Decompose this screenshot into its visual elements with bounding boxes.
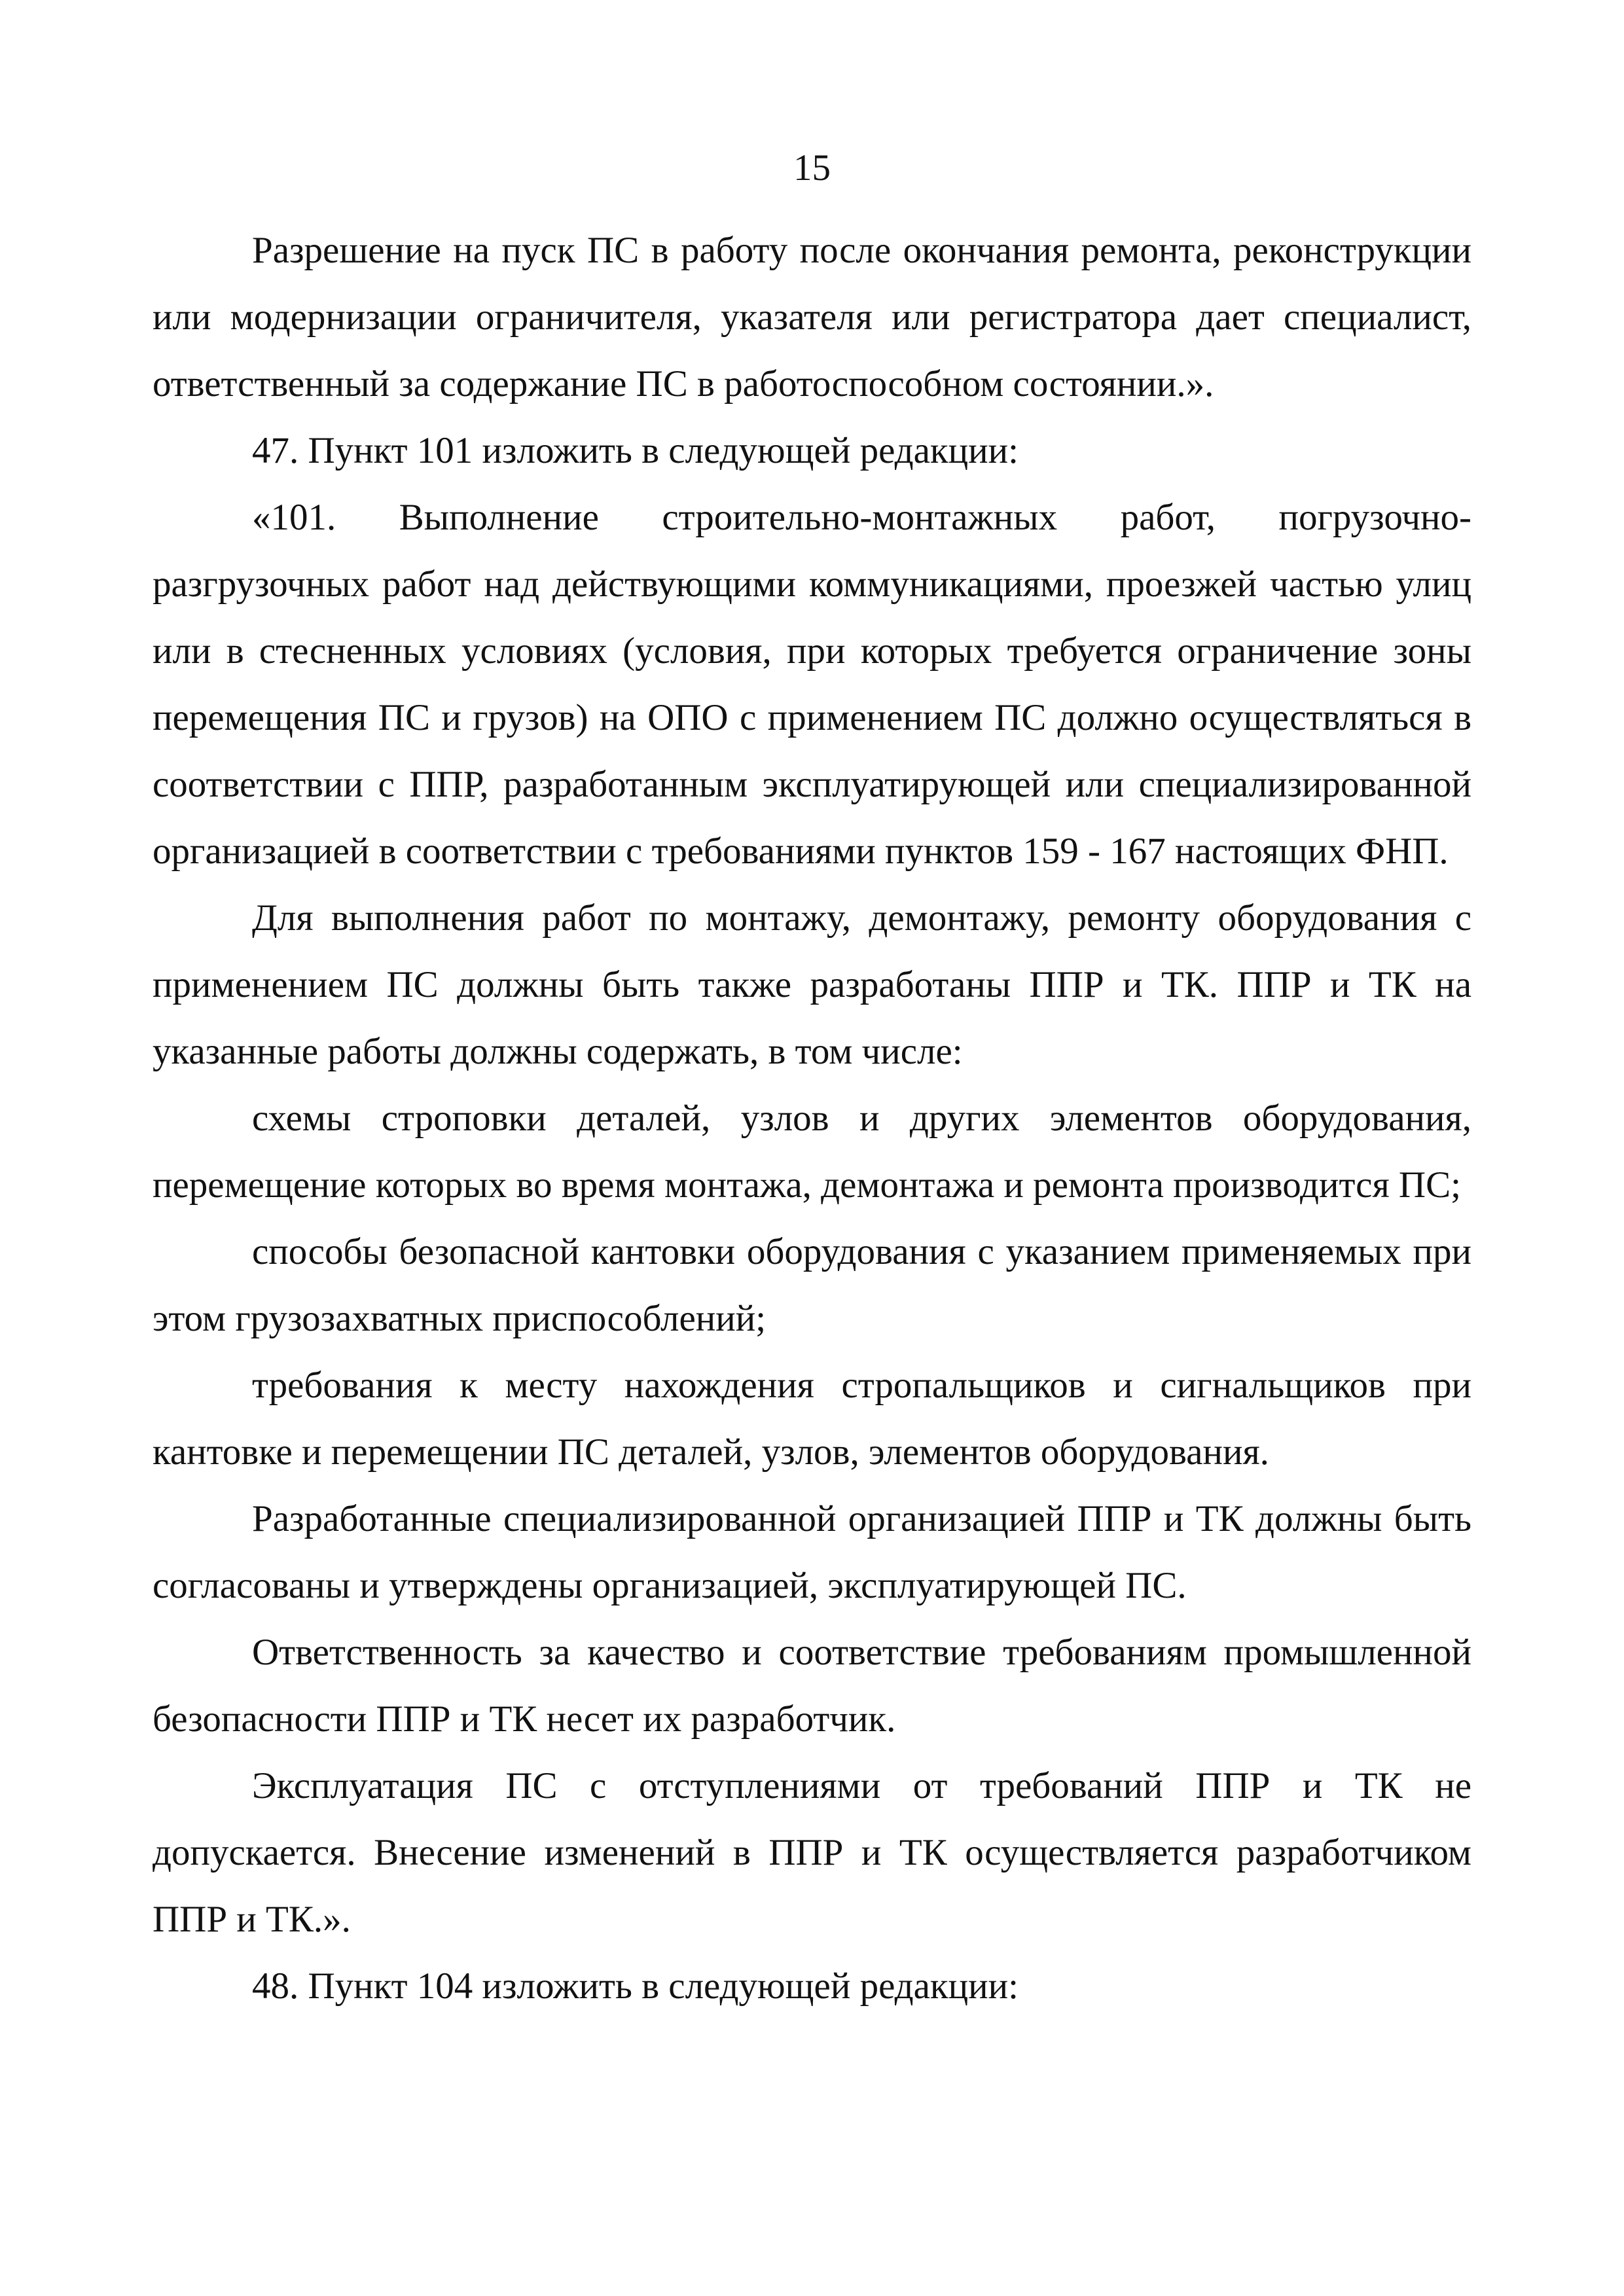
paragraph-clause-101: «101. Выполнение строительно-монтажных работ, погрузочно-разгрузочных работ над действующими коммуникациями, проезжей частью улиц или в стесненных условиях (условия, при которых требуется ограничение зоны перемещения ПС и грузов) на ОПО с применением ПС должно осуществляться в соответствии с ППР, разработанным эксплуатирующей или специализированной организацией в соответствии с требованиями пунктов 159 - 167 настоящих ФНП. xyxy=(153,497,1471,872)
paragraph-approval: Разработанные специализированной организацией ППР и ТК должны быть согласованы и утверждены организацией, эксплуатирующей ПС. xyxy=(153,1498,1471,1606)
paragraph-installation-works: Для выполнения работ по монтажу, демонтажу, ремонту оборудования с применением ПС должны быть также разработаны ППР и ТК. ППР и ТК на указанные работы должны содержать, в том числе: xyxy=(153,897,1471,1072)
paragraph-item-48: 48. Пункт 104 изложить в следующей редакции: xyxy=(252,1965,1019,2007)
paragraph-permission-after-repair: Разрешение на пуск ПС в работу после окончания ремонта, реконструкции или модернизации ограничителя, указателя или регистратора дает специалист, ответственный за содержание ПС в работоспособном состоянии.». xyxy=(153,230,1471,404)
document-body xyxy=(153,217,1471,2020)
paragraph-deviations: Эксплуатация ПС с отступлениями от требований ППР и ТК не допускается. Внесение изменений в ППР и ТК осуществляется разработчиком ППР и ТК.». xyxy=(153,1765,1471,1940)
paragraph-item-47: 47. Пункт 101 изложить в следующей редакции: xyxy=(252,430,1019,471)
paragraph-slinging-schemes: схемы строповки деталей, узлов и других элементов оборудования, перемещение которых во время монтажа, демонтажа и ремонта производится ПС; xyxy=(153,1098,1471,1206)
paragraph-tilting-methods: способы безопасной кантовки оборудования с указанием применяемых при этом грузозахватных приспособлений; xyxy=(153,1231,1471,1339)
page-number: 15 xyxy=(793,147,831,188)
paragraph-responsibility: Ответственность за качество и соответствие требованиям промышленной безопасности ППР и ТК несет их разработчик. xyxy=(153,1632,1471,1740)
paragraph-slinger-location: требования к месту нахождения стропальщиков и сигнальщиков при кантовке и перемещении ПС деталей, узлов, элементов оборудования. xyxy=(153,1365,1471,1473)
